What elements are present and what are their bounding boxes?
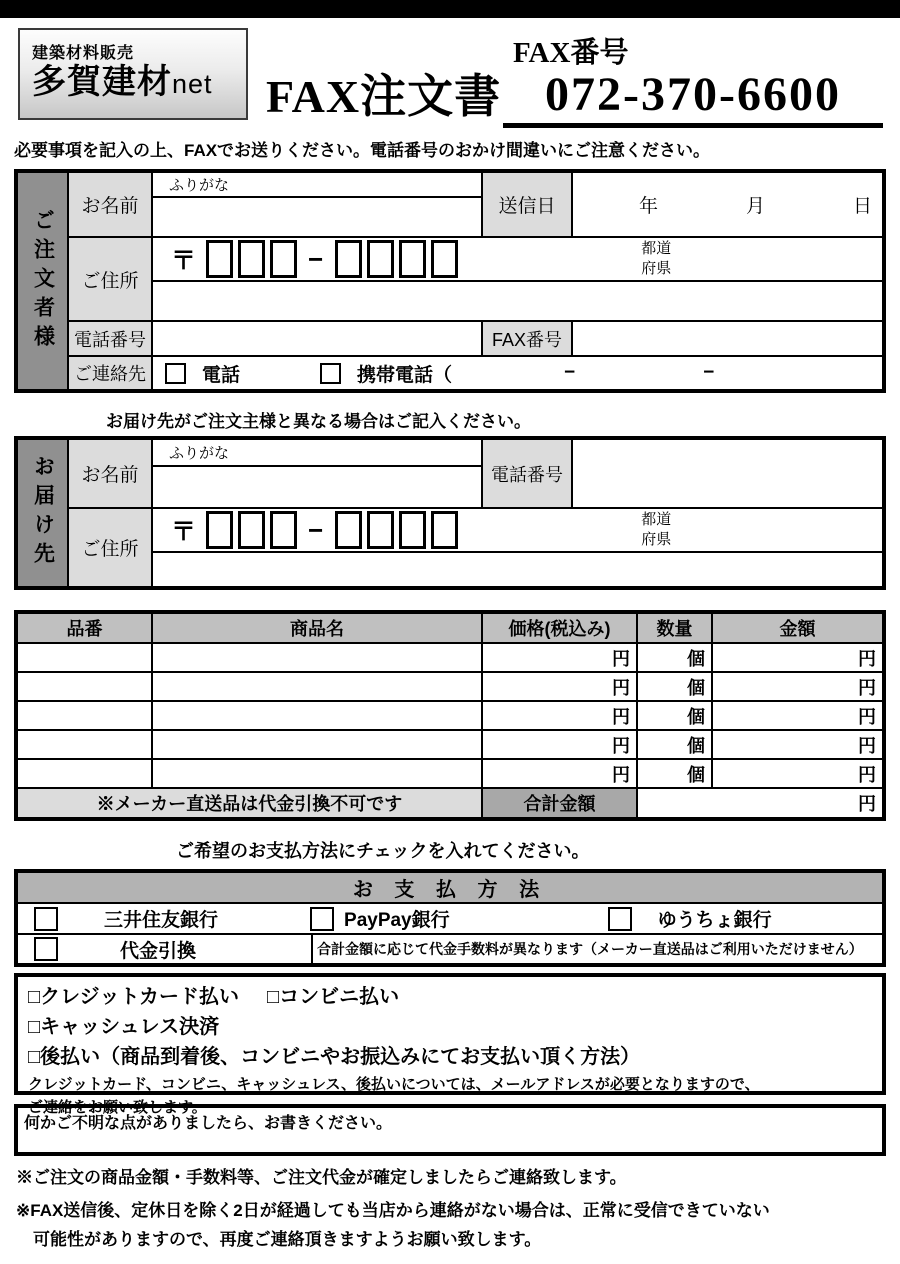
date-units — [573, 191, 882, 218]
qty-field[interactable]: 個 — [637, 730, 712, 759]
delivery-name-field[interactable] — [152, 466, 482, 508]
postal-mark: 〒 — [171, 247, 197, 275]
amount-field[interactable]: 円 — [712, 759, 884, 788]
bank-yucho-label: ゆうちょ銀行 — [657, 910, 772, 931]
orderer-name-field[interactable] — [152, 197, 482, 237]
postal-dash: − — [308, 243, 324, 274]
postal-digit-box[interactable] — [367, 240, 394, 278]
products-footer-row — [16, 788, 884, 819]
prefecture-label — [641, 239, 671, 280]
orderer-table — [14, 169, 886, 393]
footnotes — [16, 1166, 886, 1251]
cod-fee-note: 合計金額に応じて代金手数料が異なります（メーカー直送品はご利用いただけません） — [312, 934, 884, 965]
product-row — [16, 643, 884, 672]
postal-digit-box[interactable] — [270, 240, 297, 278]
amount-field[interactable]: 円 — [712, 730, 884, 759]
col-header-item-no: 品番 — [16, 612, 152, 643]
postal-digit-box[interactable] — [238, 511, 265, 549]
product-row — [16, 672, 884, 701]
cod-label: 代金引換 — [120, 940, 197, 962]
delivery-address-label: ご住所 — [68, 508, 152, 588]
other-payment-box — [14, 973, 886, 1116]
price-field[interactable]: 円 — [482, 701, 637, 730]
qty-field[interactable]: 個 — [637, 643, 712, 672]
payment-heading: ご希望のお支払方法にチェックを入れてください。 — [176, 841, 590, 861]
product-row — [16, 701, 884, 730]
postal-digit-box[interactable] — [399, 511, 426, 549]
delivery-heading: お届け先がご注文主様と異なる場合はご記入ください。 — [106, 412, 531, 431]
logo-name — [32, 63, 234, 102]
credit-convenience-line — [28, 982, 872, 1012]
fax-number-label: FAX番号 — [513, 37, 629, 69]
delivery-address-field[interactable] — [152, 552, 884, 588]
postal-digit-box[interactable] — [238, 240, 265, 278]
postal-digit-box[interactable] — [367, 511, 394, 549]
delivery-name-label: お名前 — [68, 438, 152, 508]
checkbox-deferred-option[interactable]: □後払い（商品到着後、コンビニやお振込みにてお支払い頂く方法） — [28, 1046, 641, 1068]
col-header-product-name: 商品名 — [152, 612, 482, 643]
prefecture-label — [641, 510, 671, 551]
logo-tagline: 建築材料販売 — [32, 45, 135, 62]
contact-phone-label: 電話 — [202, 364, 241, 386]
send-date-label: 送信日 — [482, 171, 572, 237]
prefecture-line2: 府県 — [641, 260, 672, 277]
bank-paypay-label: PayPay銀行 — [344, 910, 450, 931]
cod-row — [16, 934, 884, 965]
bank-options-row — [16, 903, 884, 934]
orderer-furigana-field[interactable]: ふりがな — [152, 171, 482, 197]
direct-shipping-note: ※メーカー直送品は代金引換不可です — [16, 788, 482, 819]
product-row — [16, 759, 884, 788]
total-label: 合計金額 — [482, 788, 637, 819]
delivery-section-label: お届け先 — [16, 438, 68, 588]
col-header-amount: 金額 — [712, 612, 884, 643]
total-amount-field[interactable]: 円 — [637, 788, 884, 819]
email-required-note-line2: ご連絡をお願い致します。 — [28, 1098, 207, 1116]
page-title: FAX注文書 — [266, 71, 502, 122]
payment-title: お 支 払 方 法 — [16, 871, 884, 903]
amount-field[interactable]: 円 — [712, 701, 884, 730]
postal-mark: 〒 — [171, 518, 197, 546]
checkbox-phone[interactable] — [165, 363, 186, 384]
item-no-field[interactable] — [16, 730, 152, 759]
product-name-field[interactable] — [152, 672, 482, 701]
company-logo — [18, 28, 248, 120]
item-no-field[interactable] — [16, 643, 152, 672]
checkbox-bank-yucho[interactable] — [608, 907, 632, 931]
contact-method-label: ご連絡先 — [68, 356, 152, 391]
fill-instruction: 必要事項を記入の上、FAXでお送りください。電話番号のおかけ間違いにご注意ください。 — [14, 141, 711, 160]
product-name-field[interactable] — [152, 643, 482, 672]
contact-dash1: − — [564, 362, 576, 383]
price-field[interactable]: 円 — [482, 643, 637, 672]
item-no-field[interactable] — [16, 701, 152, 730]
postal-digit-box[interactable] — [399, 240, 426, 278]
products-table — [14, 610, 886, 821]
orderer-address-label: ご住所 — [68, 237, 152, 321]
product-row — [16, 730, 884, 759]
price-field[interactable]: 円 — [482, 759, 637, 788]
postal-digit-box[interactable] — [206, 240, 233, 278]
orderer-fax-field[interactable] — [572, 321, 884, 356]
product-name-field[interactable] — [152, 701, 482, 730]
email-required-note-line1: クレジットカード、コンビニ、キャッシュレス、後払いについては、メールアドレスが必要となりますので、 — [28, 1076, 760, 1093]
checkbox-cod[interactable] — [34, 937, 58, 961]
logo-name-main: 多賀建材 — [32, 63, 172, 101]
orderer-phone-label: 電話番号 — [68, 321, 152, 356]
payment-table — [14, 869, 886, 967]
col-header-qty: 数量 — [637, 612, 712, 643]
fax-number-value: 072-370-6600 — [545, 68, 841, 121]
checkbox-bank-paypay[interactable] — [310, 907, 334, 931]
item-no-field[interactable] — [16, 672, 152, 701]
postal-digit-box[interactable] — [270, 511, 297, 549]
postal-digit-box[interactable] — [431, 511, 458, 549]
orderer-fax-label: FAX番号 — [482, 321, 572, 356]
checkbox-mobile[interactable] — [320, 363, 341, 384]
paren-text: （ — [433, 364, 453, 386]
checkbox-convenience-option[interactable]: □コンビニ払い — [266, 986, 400, 1008]
qty-field[interactable]: 個 — [637, 759, 712, 788]
contact-mobile-label — [357, 360, 452, 387]
orderer-section-label: ご注文者様 — [16, 171, 68, 391]
amount-field[interactable]: 円 — [712, 672, 884, 701]
contact-dash2: − — [703, 362, 715, 383]
footnote-3: 可能性がありますので、再度ご連絡頂きますようお願い致します。 — [16, 1229, 542, 1249]
postal-digit-box[interactable] — [431, 240, 458, 278]
contact-method-row — [152, 356, 884, 391]
delivery-furigana-field[interactable]: ふりがな — [152, 438, 482, 466]
footnote-1: ※ご注文の商品金額・手数料等、ご注文代金が確定しましたらご連絡致します。 — [16, 1168, 627, 1187]
year-unit: 年 — [638, 196, 658, 217]
price-field[interactable]: 円 — [482, 672, 637, 701]
delivery-phone-label: 電話番号 — [482, 438, 572, 508]
postal-digit-box[interactable] — [206, 511, 233, 549]
delivery-postal-row — [152, 508, 884, 552]
col-header-price: 価格(税込み) — [482, 612, 637, 643]
postal-digit-box[interactable] — [335, 511, 362, 549]
top-black-bar — [0, 0, 900, 18]
bank-smbc-label: 三井住友銀行 — [104, 910, 219, 931]
products-header-row — [16, 612, 884, 643]
checkbox-cashless-option[interactable]: □キャッシュレス決済 — [28, 1016, 220, 1038]
postal-dash: − — [308, 514, 324, 545]
header — [0, 18, 900, 132]
prefecture-line1: 都道 — [641, 510, 672, 528]
orderer-name-label: お名前 — [68, 171, 152, 237]
orderer-postal-row — [152, 237, 884, 281]
logo-name-suffix: net — [172, 69, 213, 99]
day-unit: 日 — [852, 196, 872, 217]
postal-digit-box[interactable] — [335, 240, 362, 278]
item-no-field[interactable] — [16, 759, 152, 788]
checkbox-credit-card-option[interactable]: □クレジットカード払い — [28, 986, 239, 1008]
price-field[interactable]: 円 — [482, 730, 637, 759]
inquiry-box[interactable] — [14, 1104, 886, 1156]
delivery-table — [14, 436, 886, 590]
send-date-field[interactable] — [572, 171, 884, 237]
amount-field[interactable]: 円 — [712, 643, 884, 672]
inquiry-label: 何かご不明な点がありましたら、お書きください。 — [24, 1115, 393, 1132]
prefecture-line2: 府県 — [641, 531, 672, 548]
prefecture-line1: 都道 — [641, 239, 672, 257]
product-name-field[interactable] — [152, 759, 482, 788]
fax-number-block — [503, 30, 883, 128]
qty-field[interactable]: 個 — [637, 672, 712, 701]
checkbox-bank-smbc[interactable] — [34, 907, 58, 931]
footnote-2: ※FAX送信後、定休日を除く2日が経過しても当店から連絡がない場合は、正常に受信できていない — [16, 1200, 770, 1220]
qty-field[interactable]: 個 — [637, 701, 712, 730]
orderer-phone-field[interactable] — [152, 321, 482, 356]
delivery-phone-field[interactable] — [572, 438, 884, 508]
product-name-field[interactable] — [152, 730, 482, 759]
mobile-text: 携帯電話 — [357, 364, 434, 386]
month-unit: 月 — [745, 196, 765, 217]
orderer-address-field[interactable] — [152, 281, 884, 321]
